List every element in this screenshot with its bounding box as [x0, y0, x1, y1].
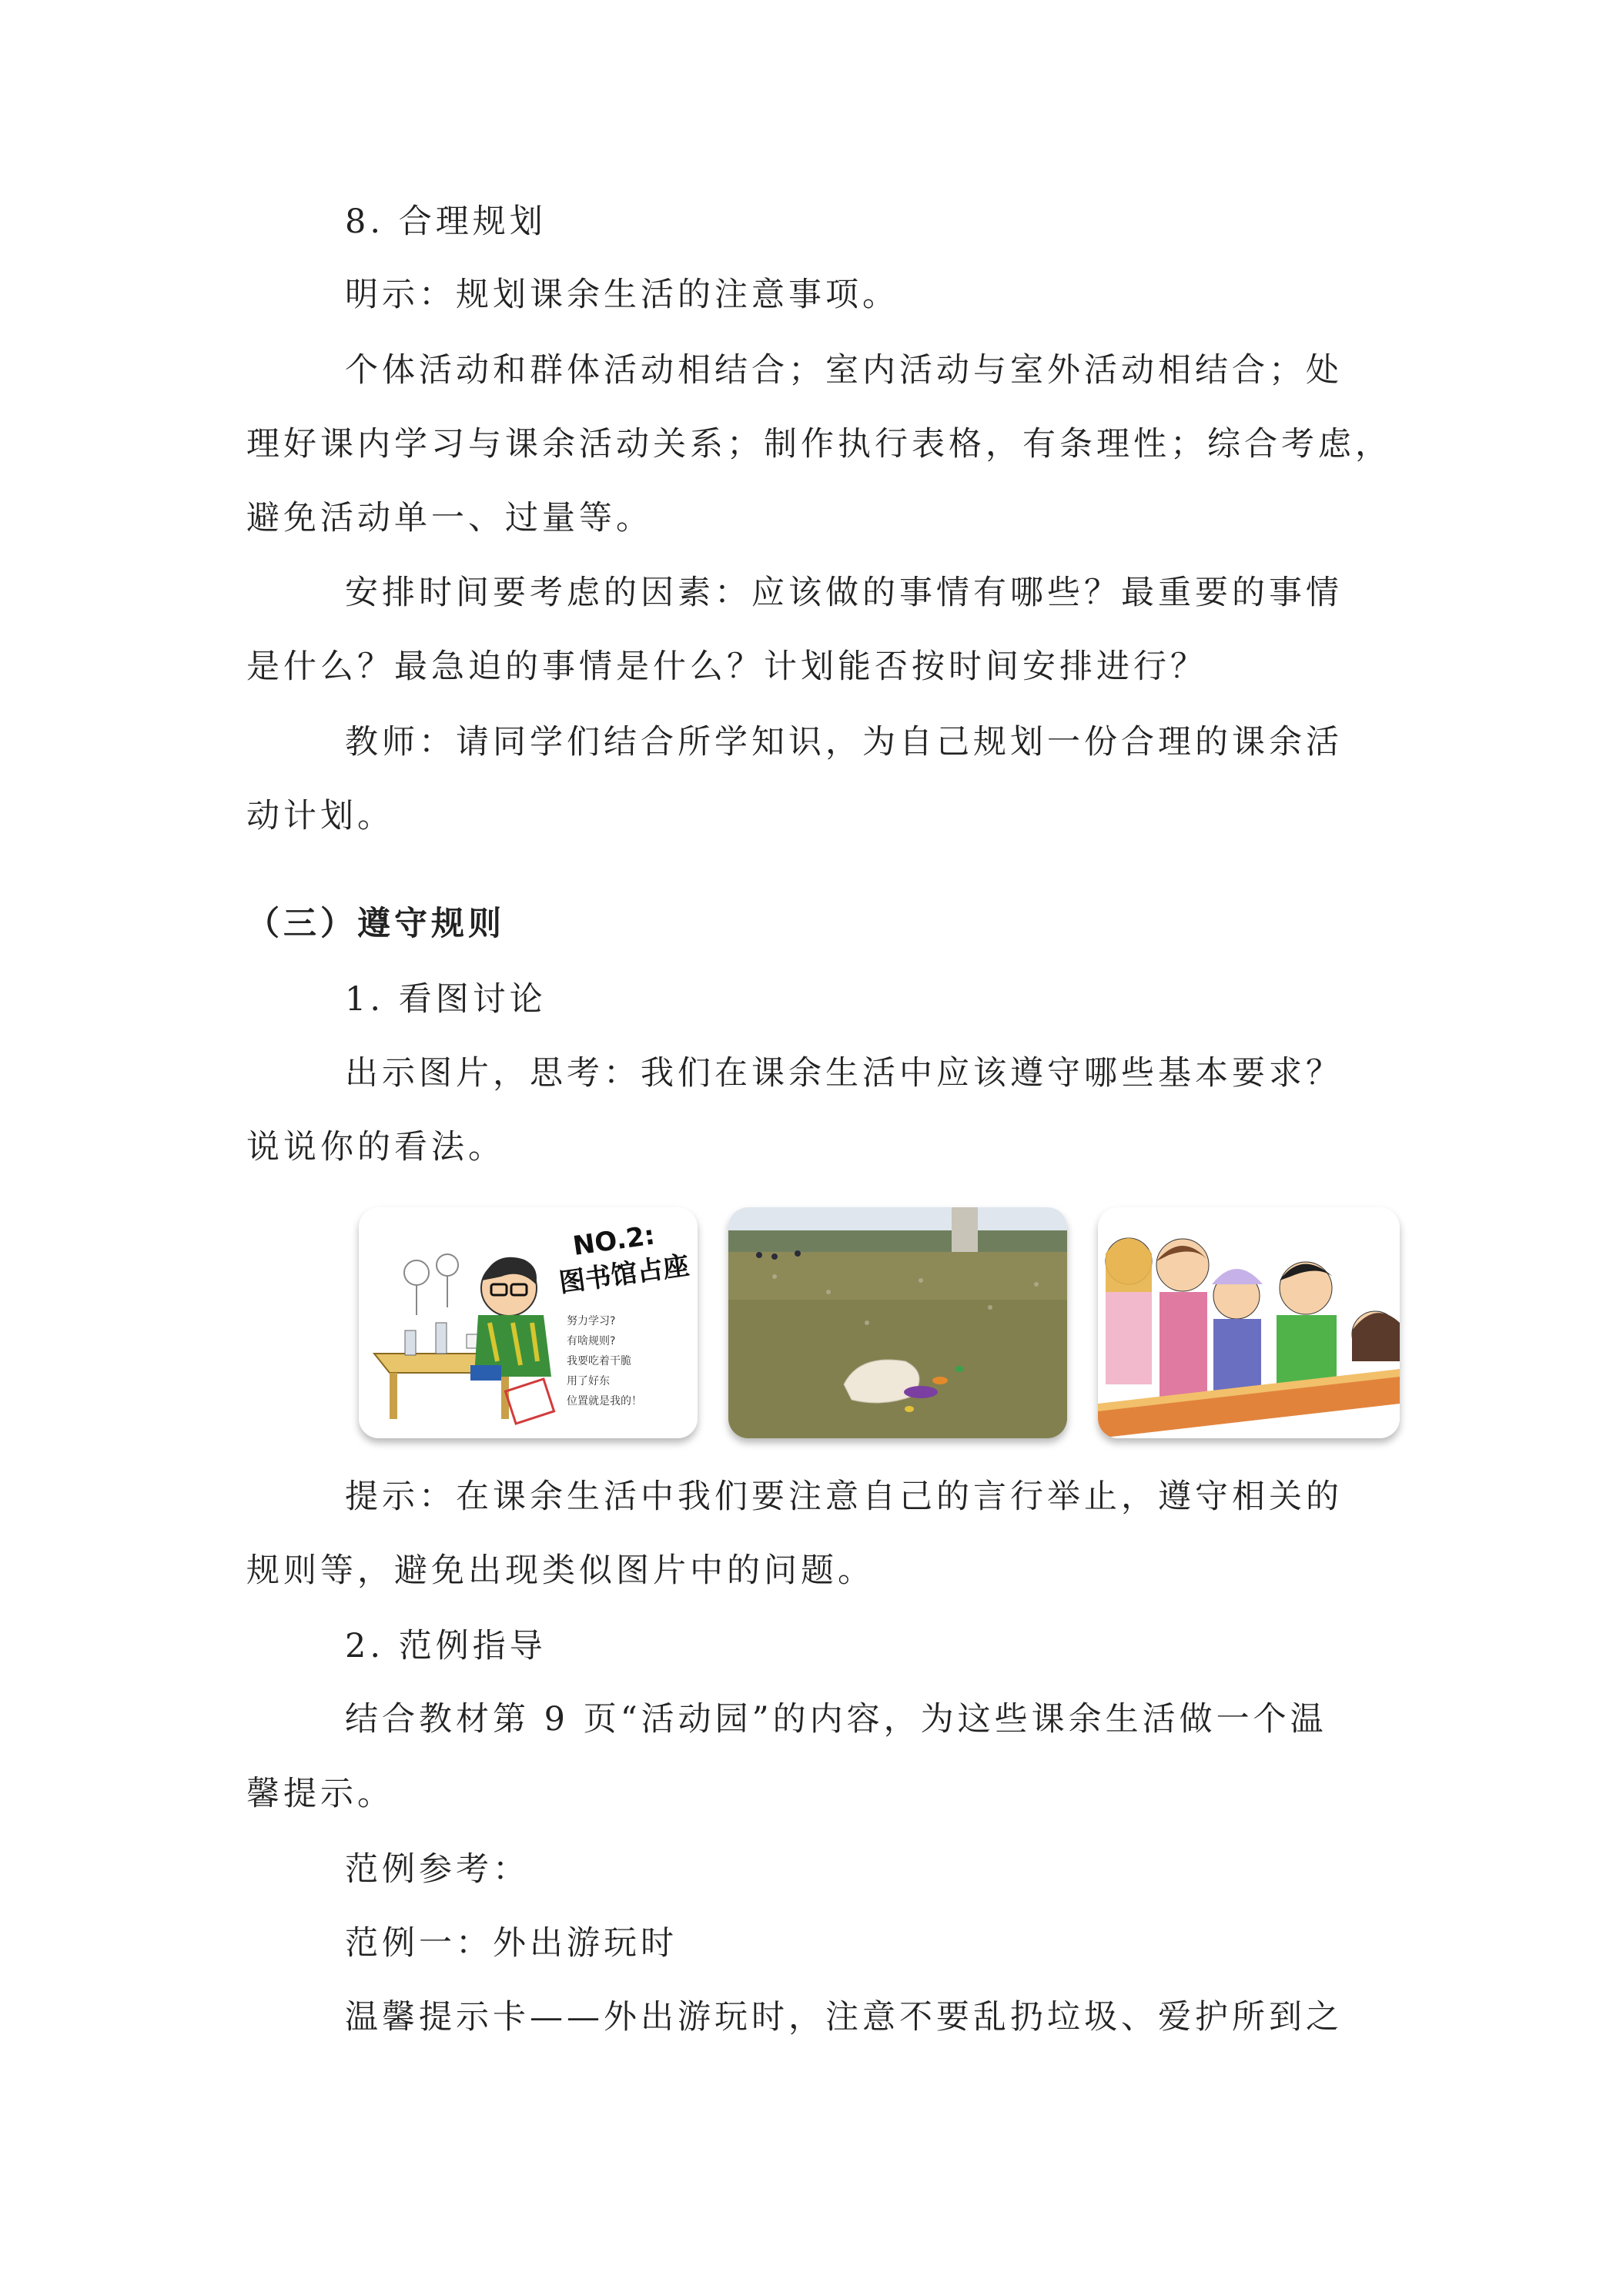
paragraph: 个体活动和群体活动相结合；室内活动与室外活动相结合；处 [345, 351, 1343, 390]
subsection-title-2: 2. 范例指导 [345, 1627, 547, 1665]
panel-caption-title: 图书馆占座 [557, 1250, 691, 1299]
paragraph: 范例一：外出游玩时 [345, 1924, 678, 1963]
paragraph: 提示：在课余生活中我们要注意自己的言行举止，遵守相关的 [345, 1478, 1343, 1516]
paragraph: 是什么？最急迫的事情是什么？计划能否按时间安排进行？ [246, 648, 1207, 686]
panel-note: 用了好东 [567, 1375, 610, 1387]
library-cartoon-image [359, 1207, 698, 1438]
paragraph: 规则等，避免出现类似图片中的问题。 [246, 1551, 875, 1590]
paragraph: 结合教材第 9 页“活动园”的内容，为这些课余生活做一个温 [345, 1700, 1327, 1739]
paragraph: 出示图片，思考：我们在课余生活中应该遵守哪些基本要求？ [345, 1054, 1343, 1093]
paragraph: 范例参考： [345, 1850, 530, 1889]
section-title-8: 8. 合理规划 [345, 202, 547, 241]
paragraph: 馨提示。 [246, 1775, 394, 1813]
littered-lawn-photo [728, 1207, 1067, 1438]
panel-note: 努力学习? [567, 1315, 616, 1327]
panel-note: 有啥规则? [567, 1335, 616, 1347]
library-cartoon-graphic [359, 1207, 698, 1438]
subsection-title-1: 1. 看图讨论 [345, 980, 547, 1019]
paragraph: 教师：请同学们结合所学知识，为自己规划一份合理的课余活 [345, 723, 1343, 761]
paragraph: 说说你的看法。 [246, 1128, 505, 1166]
paragraph: 温馨提示卡——外出游玩时，注意不要乱扔垃圾、爱护所到之 [345, 1998, 1343, 2037]
paragraph: 安排时间要考虑的因素：应该做的事情有哪些？最重要的事情 [345, 574, 1343, 612]
paragraph: 明示：规划课余生活的注意事项。 [345, 276, 899, 314]
panel-note: 我要吃着干脆 [567, 1355, 631, 1367]
panel-caption-number: NO.2: [571, 1220, 657, 1262]
paragraph: 理好课内学习与课余活动关系；制作执行表格，有条理性；综合考虑， [246, 425, 1392, 464]
queue-cartoon-graphic [1098, 1207, 1400, 1438]
queue-cartoon-image [1098, 1207, 1400, 1438]
paragraph: 动计划。 [246, 797, 394, 835]
paragraph: 避免活动单一、过量等。 [246, 499, 653, 537]
illustration-figure [359, 1201, 1403, 1444]
littered-lawn-graphic [728, 1207, 1067, 1438]
panel-note: 位置就是我的！ [567, 1395, 642, 1407]
section-heading-3: （三）遵守规则 [246, 905, 505, 943]
